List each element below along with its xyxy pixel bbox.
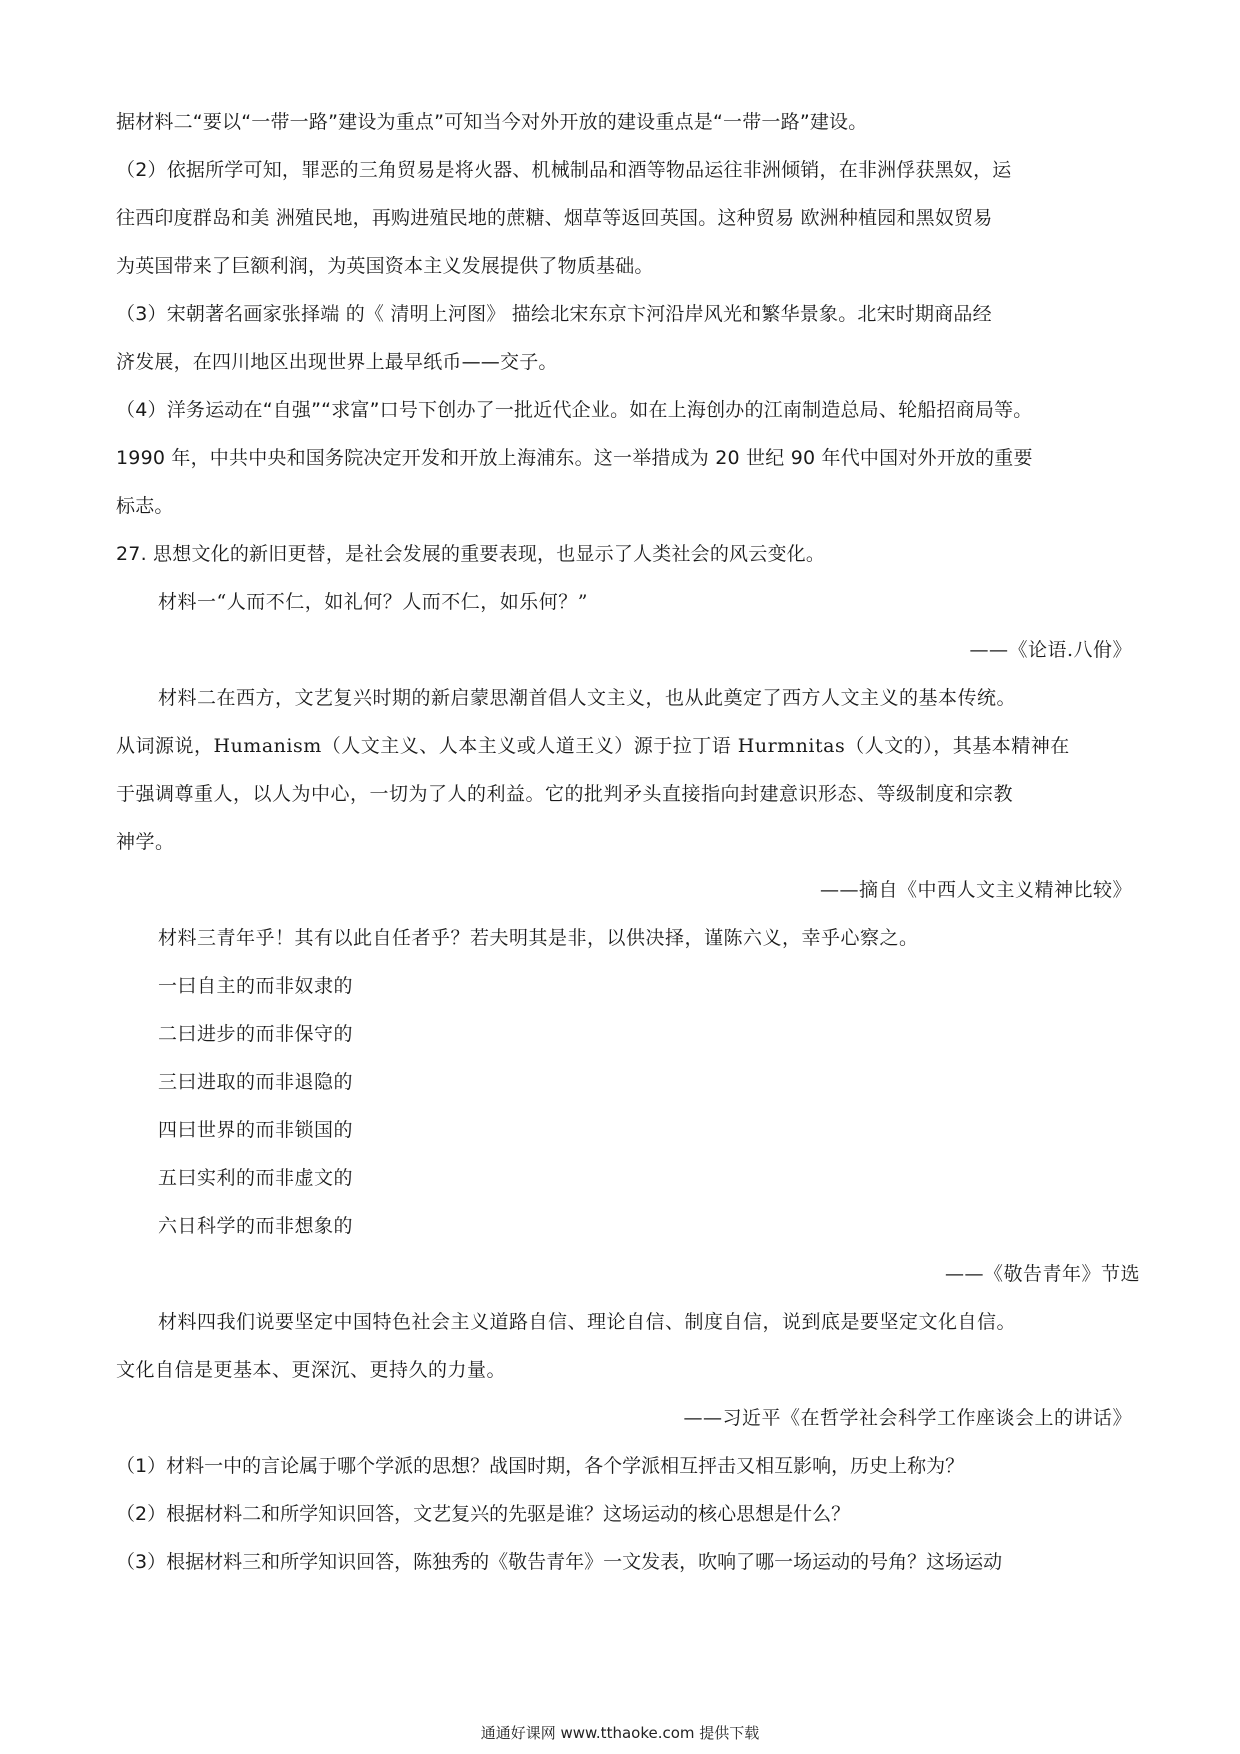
material-2-line: 材料二在西方，文艺复兴时期的新启蒙思潮首倡人文主义，也从此奠定了西方人文主义的基本传统。 [158,687,1017,709]
material-3-item: 一曰自主的而非奴隶的 [158,975,354,997]
material-2-line: 于强调尊重人，以人为中心，一切为了人的利益。它的批判矛头直接指向封建意识形态、等级制度和宗教 [116,783,1014,805]
answer-part2-line: （2）依据所学可知，罪恶的三角贸易是将火器、机械制品和酒等物品运往非洲倾销，在非洲俘获黑奴，运 [116,159,1012,181]
answer-part4-line: （4）洋务运动在“自强”“求富”口号下创办了一批近代企业。如在上海创办的江南制造总局、轮船招商局等。 [116,399,1033,421]
material-2-line: 神学。 [116,831,175,853]
question-27-stem: 27. 思想文化的新旧更替，是社会发展的重要表现，也显示了人类社会的风云变化。 [116,543,826,565]
answer-line: 据材料二“要以“一带一路”建设为重点”可知当今对外开放的建设重点是“一带一路”建设。 [116,111,868,133]
sub-question-3: （3）根据材料三和所学知识回答，陈独秀的《敬告青年》一文发表，吹响了哪一场运动的号角？这场运动 [116,1551,1003,1573]
material-3-line: 材料三青年乎！其有以此自任者乎？若夫明其是非，以供决择，谨陈六义，幸乎心察之。 [158,927,919,949]
material-2-line: 从词源说，Humanism（人文主义、人本主义或人道王义）源于拉丁语 Hurmnitas（人文的），其基本精神在 [116,735,1070,757]
material-2-source: ——摘自《中西人文主义精神比较》 [819,879,1132,901]
material-3-item: 三曰进取的而非退隐的 [158,1071,354,1093]
answer-part4-line: 1990 年，中共中央和国务院决定开发和开放上海浦东。这一举措成为 20 世纪 90 年代中国对外开放的重要 [116,447,1033,469]
material-3-item: 五曰实利的而非虚文的 [158,1167,354,1189]
sub-question-2: （2）根据材料二和所学知识回答，文艺复兴的先驱是谁？这场运动的核心思想是什么？ [116,1503,851,1525]
material-3-item: 二曰进步的而非保守的 [158,1023,354,1045]
answer-part3-line: （3）宋朝著名画家张择端 的《 清明上河图》 描绘北宋东京卞河沿岸风光和繁华景象。北宋时期商品经 [116,303,992,325]
material-3-item: 六日科学的而非想象的 [158,1215,354,1237]
material-3-source: ——《敬告青年》节选 [944,1263,1140,1285]
answer-part2-line: 往西印度群岛和美 洲殖民地，再购进殖民地的蔗糖、烟草等返回英国。这种贸易 欧洲种植园和黑奴贸易 [116,207,993,229]
sub-question-1: （1）材料一中的言论属于哪个学派的思想？战国时期，各个学派相互抨击又相互影响，历史上称为？ [116,1455,965,1477]
answer-part2-line: 为英国带来了巨额利润，为英国资本主义发展提供了物质基础。 [116,255,654,277]
material-4-source: ——习近平《在哲学社会科学工作座谈会上的讲话》 [683,1407,1132,1429]
answer-part4-line: 标志。 [116,495,174,517]
material-3-item: 四曰世界的而非锁国的 [158,1119,354,1141]
page-content [116,98,1140,1586]
page-footer: 通通好课网 www.tthaoke.com 提供下载 [480,1724,760,1742]
material-4-line: 文化自信是更基本、更深沉、更持久的力量。 [116,1359,507,1381]
answer-part3-line: 济发展，在四川地区出现世界上最早纸币——交子。 [116,351,558,373]
material-1-text: 材料一“人而不仁，如礼何？人而不仁，如乐何？” [158,591,588,613]
material-1-source: ——《论语.八佾》 [969,639,1132,661]
material-4-line: 材料四我们说要坚定中国特色社会主义道路自信、理论自信、制度自信，说到底是要坚定文化自信。 [158,1311,1017,1333]
